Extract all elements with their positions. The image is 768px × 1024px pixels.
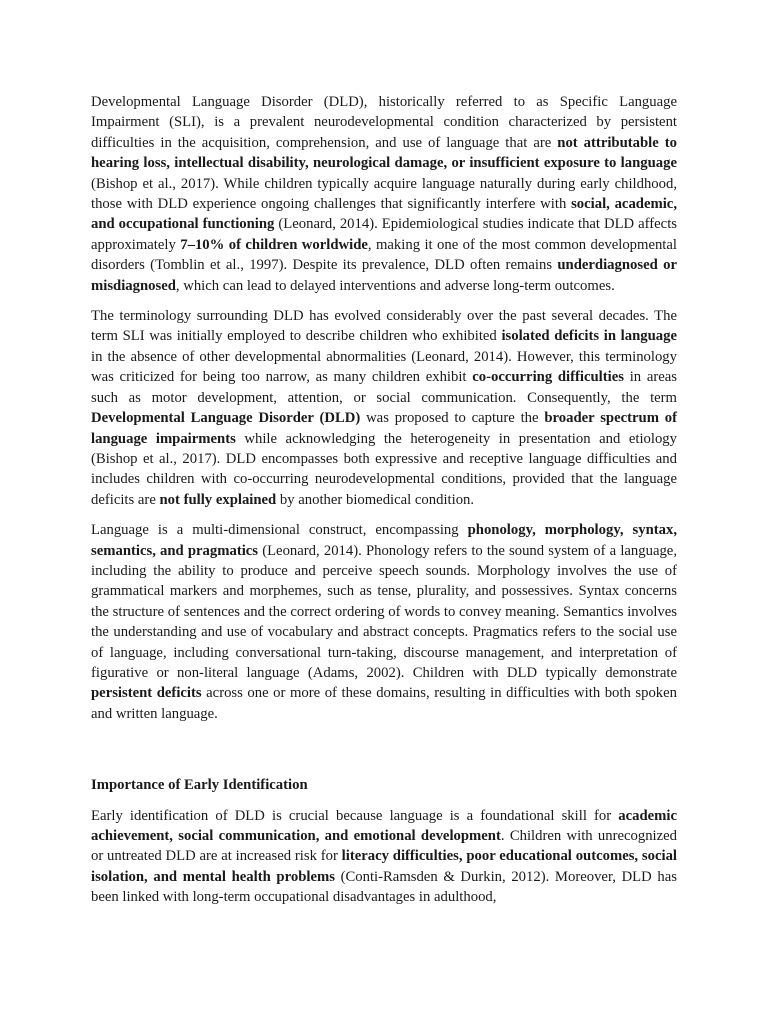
section-gap <box>91 734 677 775</box>
text-run: Developmental Language Disorder (DLD), historically referred to as Specific Language Impairment (SLI), is a prevalent neurodevelopmental condition characterized by persistent difficulties in the acquisition, comprehension, and use of language that are <box>91 94 677 151</box>
text-run: by another biomedical condition. <box>276 491 475 508</box>
text-run: (Bishop et al., 2017). While children typically acquire language naturally during early childhood, those with DLD experience ongoing challenges that significantly interfere with <box>91 175 677 213</box>
text-run: , making it one of the most common developmental disorders (Tomblin et al., 1997). Despite its prevalence, DLD often remains <box>91 236 677 274</box>
text-run: Early identification of DLD is crucial because language is a foundational skill for <box>91 807 619 824</box>
paragraph-early-identification <box>91 806 677 908</box>
text-run: while acknowledging the heterogeneity in presentation and etiology (Bishop et al., 2017). DLD encompasses both expressive and receptive language difficulties and includes children with co-occurring neurodevelopmental conditions, provided that the language deficits are <box>91 430 677 508</box>
text-run: in areas such as motor development, attention, or social communication. Consequently, the term <box>91 369 678 406</box>
text-run: in the absence of other developmental abnormalities (Leonard, 2014). However, this terminology was criticized for being too narrow, as many children exhibit <box>91 348 677 386</box>
paragraph-terminology <box>91 306 677 510</box>
text-run: The terminology surrounding DLD has evolved considerably over the past several decades. The term SLI was initially employed to describe children who exhibited <box>91 308 677 345</box>
bold-phrase: Developmental Language Disorder (DLD) <box>91 410 361 427</box>
text-run: , which can lead to delayed interventions and adverse long-term outcomes. <box>175 277 615 294</box>
text-run: Language is a multi-dimensional construct, encompassing <box>91 522 468 539</box>
bold-phrase: literacy difficulties, poor educational outcomes, social isolation, and mental health problems <box>91 848 677 885</box>
paragraphs-before-heading <box>91 92 677 724</box>
bold-phrase: underdiagnosed or misdiagnosed <box>91 257 677 294</box>
bold-phrase: not fully explained <box>159 491 277 508</box>
section-heading: Importance of Early Identification <box>91 777 308 794</box>
text-run: . Children with unrecognized or untreated DLD are at increased risk for <box>91 828 678 865</box>
bold-phrase: 7–10% of children worldwide <box>180 236 368 253</box>
bold-phrase: phonology, morphology, syntax, semantics, and pragmatics <box>91 522 677 559</box>
text-run: (Leonard, 2014). Phonology refers to the sound system of a language, including the ability to produce and perceive speech sounds. Morphology involves the use of grammatical markers and morphemes, such as tense, plurality, and possessives. Syntax concerns the structure of sentences and the correct ordering of words to convey meaning. Semantics involves the understanding and use of vocabulary and abstract concepts. Pragmatics refers to the social use of language, including conversational turn-taking, discourse management, and interpretation of figurative or non-literal language (Adams, 2002). Children with DLD typically demonstrate <box>91 542 678 681</box>
text-run: was proposed to capture the <box>360 410 545 427</box>
bold-phrase: persistent deficits <box>91 685 202 702</box>
text-run: across one or more of these domains, resulting in difficulties with both spoken and written language. <box>91 685 677 722</box>
paragraphs-after-heading <box>91 806 677 908</box>
document-page <box>91 92 677 918</box>
bold-phrase: co-occurring difficulties <box>472 369 624 386</box>
paragraph-language-domains <box>91 520 677 724</box>
paragraph-intro <box>91 92 677 296</box>
text-run: (Conti-Ramsden & Durkin, 2012). Moreover, DLD has been linked with long-term occupational disadvantages in adulthood, <box>91 868 677 906</box>
bold-phrase: academic achievement, social communication, and emotional development <box>91 807 677 844</box>
bold-phrase: social, academic, and occupational functioning <box>91 196 677 233</box>
text-run: (Leonard, 2014). Epidemiological studies indicate that DLD affects approximately <box>91 216 677 253</box>
bold-phrase: not attributable to hearing loss, intellectual disability, neurological damage, or insufficient exposure to language <box>91 134 677 172</box>
bold-phrase: broader spectrum of language impairments <box>91 410 677 447</box>
bold-phrase: isolated deficits in language <box>501 328 677 345</box>
